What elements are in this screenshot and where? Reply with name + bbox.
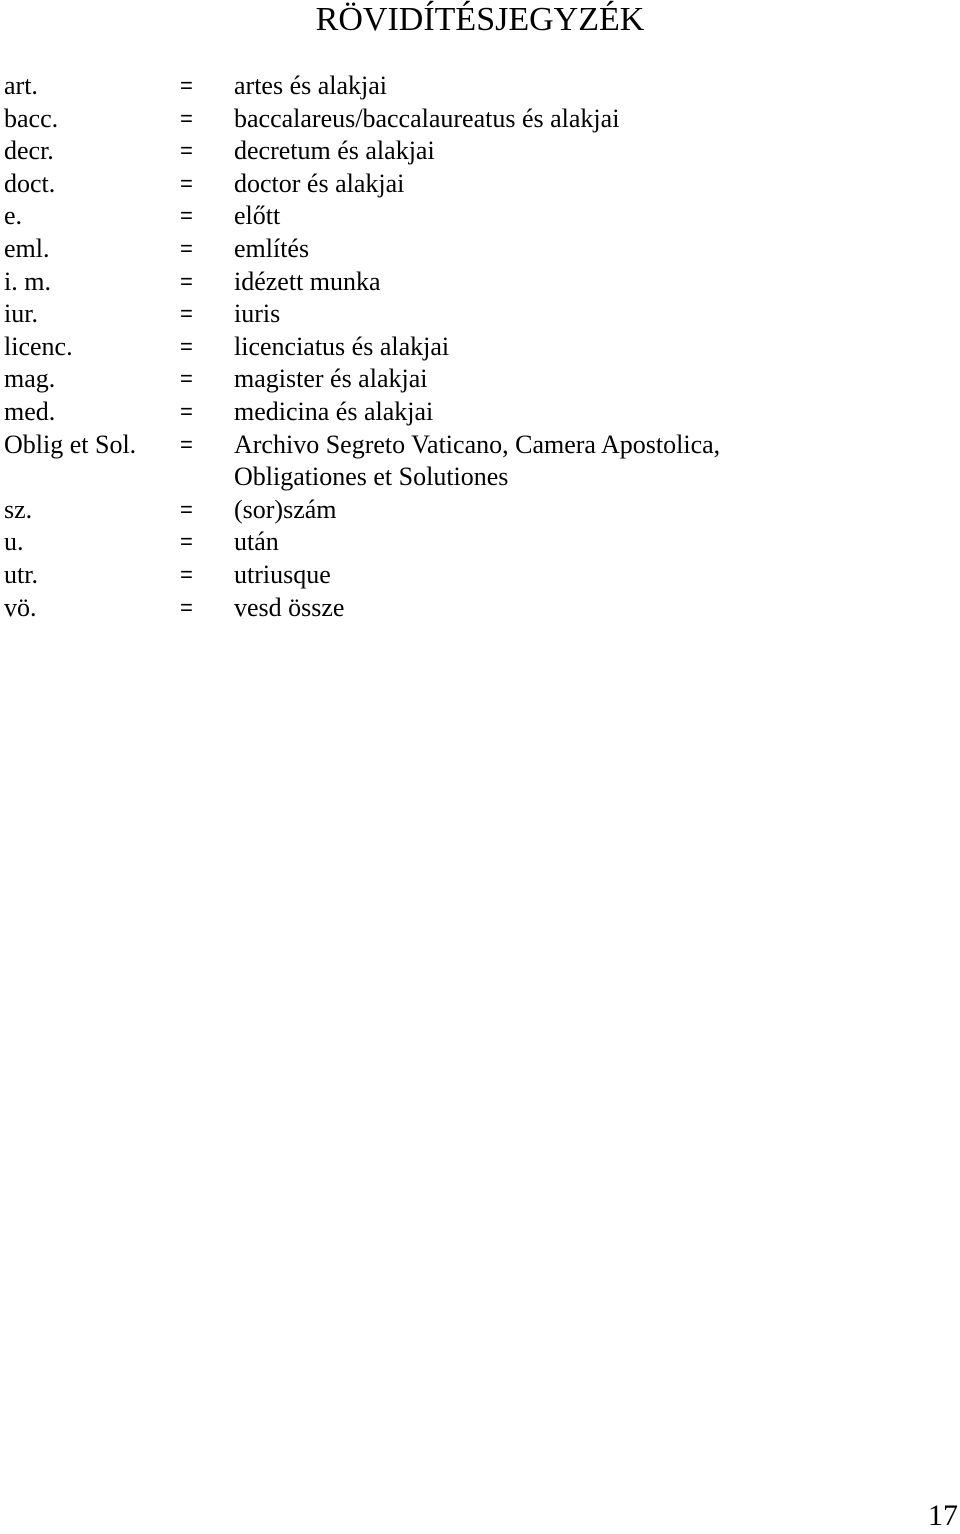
abbreviation: sz.: [4, 494, 33, 524]
definition: baccalareus/baccalaureatus és alakjai: [234, 103, 620, 133]
definition: Obligationes et Solutiones: [234, 462, 509, 492]
equals-sign: =: [180, 594, 193, 620]
list-item: [4, 266, 904, 299]
definition: vesd össze: [234, 592, 345, 622]
page-title: [0, 0, 960, 40]
list-item: [4, 168, 904, 201]
abbreviation: mag.: [4, 364, 56, 394]
abbreviation: bacc.: [4, 103, 59, 133]
abbreviation: utr.: [4, 559, 38, 589]
abbreviation: vö.: [4, 592, 37, 622]
page-title-text: RÖVIDÍTÉSJEGYZÉK: [315, 1, 645, 38]
list-item: [4, 592, 904, 625]
abbreviation: e.: [4, 201, 23, 231]
definition: medicina és alakjai: [234, 396, 434, 426]
equals-sign: =: [180, 105, 193, 131]
list-item: [4, 200, 904, 233]
abbreviation: doct.: [4, 168, 56, 198]
equals-sign: =: [180, 301, 193, 327]
definition: licenciatus és alakjai: [234, 331, 450, 361]
abbreviation: i. m.: [4, 266, 51, 296]
abbreviation: u.: [4, 527, 24, 557]
equals-sign: =: [180, 366, 193, 392]
list-item: [4, 494, 904, 527]
equals-sign: =: [180, 431, 193, 457]
equals-sign: =: [180, 170, 193, 196]
list-item-continuation: [4, 461, 904, 494]
list-item: [4, 233, 904, 266]
definition: (sor)szám: [234, 494, 337, 524]
equals-sign: =: [180, 235, 193, 261]
list-item: [4, 135, 904, 168]
equals-sign: =: [180, 496, 193, 522]
abbreviation: [4, 461, 180, 494]
abbreviation: art.: [4, 71, 38, 100]
definition: említés: [234, 233, 310, 263]
definition: magister és alakjai: [234, 364, 428, 394]
abbreviation: decr.: [4, 136, 54, 166]
equals-sign: =: [180, 138, 193, 164]
list-item: [4, 396, 904, 429]
abbreviation: med.: [4, 396, 56, 426]
equals-sign: =: [180, 398, 193, 424]
equals-sign: =: [180, 561, 193, 587]
definition: idézett munka: [234, 266, 381, 296]
list-item: [4, 526, 904, 559]
abbreviation: iur.: [4, 299, 38, 329]
list-item: [4, 363, 904, 396]
equals-sign: =: [180, 529, 193, 555]
list-item: [4, 559, 904, 592]
abbreviation: Oblig et Sol.: [4, 429, 137, 459]
definition: decretum és alakjai: [234, 136, 435, 166]
definition: előtt: [234, 201, 281, 231]
definition: iuris: [234, 299, 281, 329]
list-item: [4, 298, 904, 331]
list-item: [4, 70, 904, 103]
equals-sign: =: [180, 73, 193, 98]
definition: doctor és alakjai: [234, 168, 405, 198]
equals-sign: =: [180, 333, 193, 359]
abbreviation: licenc.: [4, 331, 73, 361]
page-number: 17: [928, 1499, 958, 1532]
list-item: [4, 103, 904, 136]
definition: Archivo Segreto Vaticano, Camera Apostolica,: [234, 429, 721, 459]
equals-sign: =: [180, 268, 193, 294]
equals-sign: [180, 461, 234, 494]
definition: artes és alakjai: [234, 71, 388, 100]
definition: után: [234, 527, 279, 557]
list-item: [4, 429, 904, 462]
list-item: [4, 331, 904, 364]
equals-sign: =: [180, 203, 193, 229]
abbreviation-list: [4, 70, 904, 624]
abbreviation: eml.: [4, 233, 50, 263]
definition: utriusque: [234, 559, 331, 589]
